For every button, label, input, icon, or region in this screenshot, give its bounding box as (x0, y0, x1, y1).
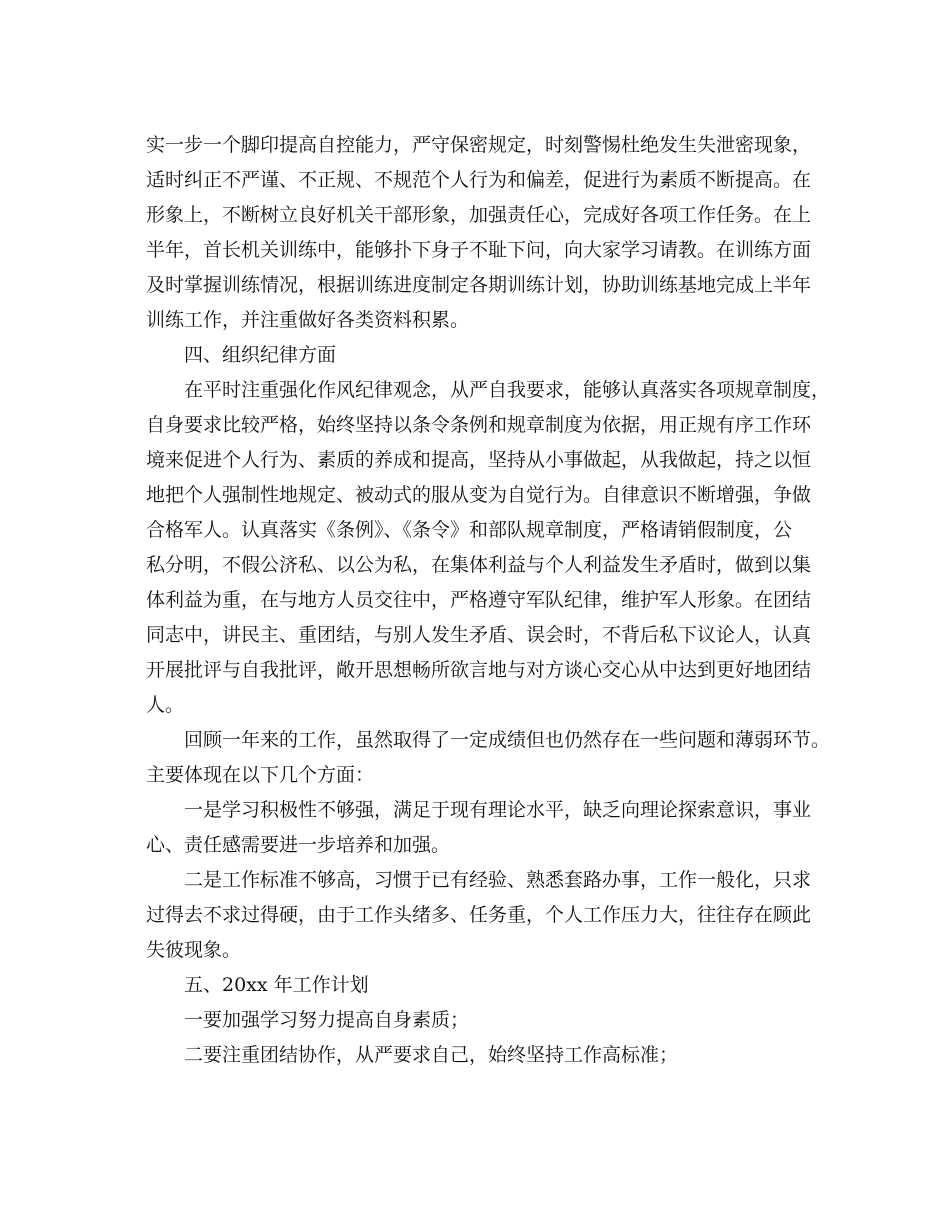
text-line: 实一步一个脚印提高自控能力，严守保密规定，时刻警惕杜绝发生失泄密现象， (146, 134, 812, 156)
document-body (146, 128, 831, 1073)
text-line: 适时纠正不严谨、不正规、不规范个人行为和偏差，促进行为素质不断提高。在 (146, 169, 812, 191)
text-line: 二要注重团结协作，从严要求自己，始终坚持工作高标准； (184, 1044, 679, 1066)
text-line: 开展批评与自我批评，敞开思想畅所欲言地与对方谈心交心从中达到更好地团结 (146, 659, 812, 681)
text-line: 同志中，讲民主、重团结，与别人发生矛盾、误会时，不背后私下议论人，认真 (146, 624, 812, 646)
text-line: 在平时注重强化作风纪律观念，从严自我要求，能够认真落实各项规章制度， (184, 379, 831, 401)
text-line: 二是工作标准不够高，习惯于已有经验、熟悉套路办事，工作一般化，只求 (184, 869, 812, 891)
text-line: 回顾一年来的工作，虽然取得了一定成绩但也仍然存在一些问题和薄弱环节。 (184, 729, 831, 751)
text-line: 过得去不求过得硬，由于工作头绪多、任务重，个人工作压力大，往往存在顾此 (146, 904, 812, 926)
text-line: 境来促进个人行为、素质的养成和提高，坚持从小事做起，从我做起，持之以恒 (146, 449, 812, 471)
text-line: 形象上，不断树立良好机关干部形象，加强责任心，完成好各项工作任务。在上 (146, 204, 812, 226)
text-line: 四、组织纪律方面 (184, 344, 337, 366)
text-line: 心、责任感需要进一步培养和加强。 (146, 834, 451, 856)
text-line: 私分明，不假公济私、以公为私，在集体利益与个人利益发生矛盾时，做到以集 (146, 554, 812, 576)
text-line: 及时掌握训练情况，根据训练进度制定各期训练计划，协助训练基地完成上半年 (146, 274, 812, 296)
text-line: 自身要求比较严格，始终坚持以条令条例和规章制度为依据，用正规有序工作环 (146, 414, 812, 436)
text-line: 训练工作，并注重做好各类资料积累。 (146, 309, 470, 331)
text-line: 五、20xx 年工作计划 (184, 974, 369, 996)
text-line: 主要体现在以下几个方面： (146, 764, 375, 786)
text-line: 半年，首长机关训练中，能够扑下身子不耻下问，向大家学习请教。在训练方面 (146, 239, 812, 261)
text-line: 合格军人。认真落实《条例》、《条令》和部队规章制度，严格请销假制度，公 (146, 519, 793, 541)
text-line: 地把个人强制性地规定、被动式的服从变为自觉行为。自律意识不断增强，争做 (146, 484, 812, 506)
text-line: 失彼现象。 (146, 939, 242, 961)
text-line: 一是学习积极性不够强，满足于现有理论水平，缺乏向理论探索意识，事业 (184, 799, 812, 821)
text-line: 一要加强学习努力提高自身素质； (184, 1009, 470, 1031)
text-line: 体利益为重，在与地方人员交往中，严格遵守军队纪律，维护军人形象。在团结 (146, 589, 812, 611)
text-line: 人。 (146, 694, 185, 716)
